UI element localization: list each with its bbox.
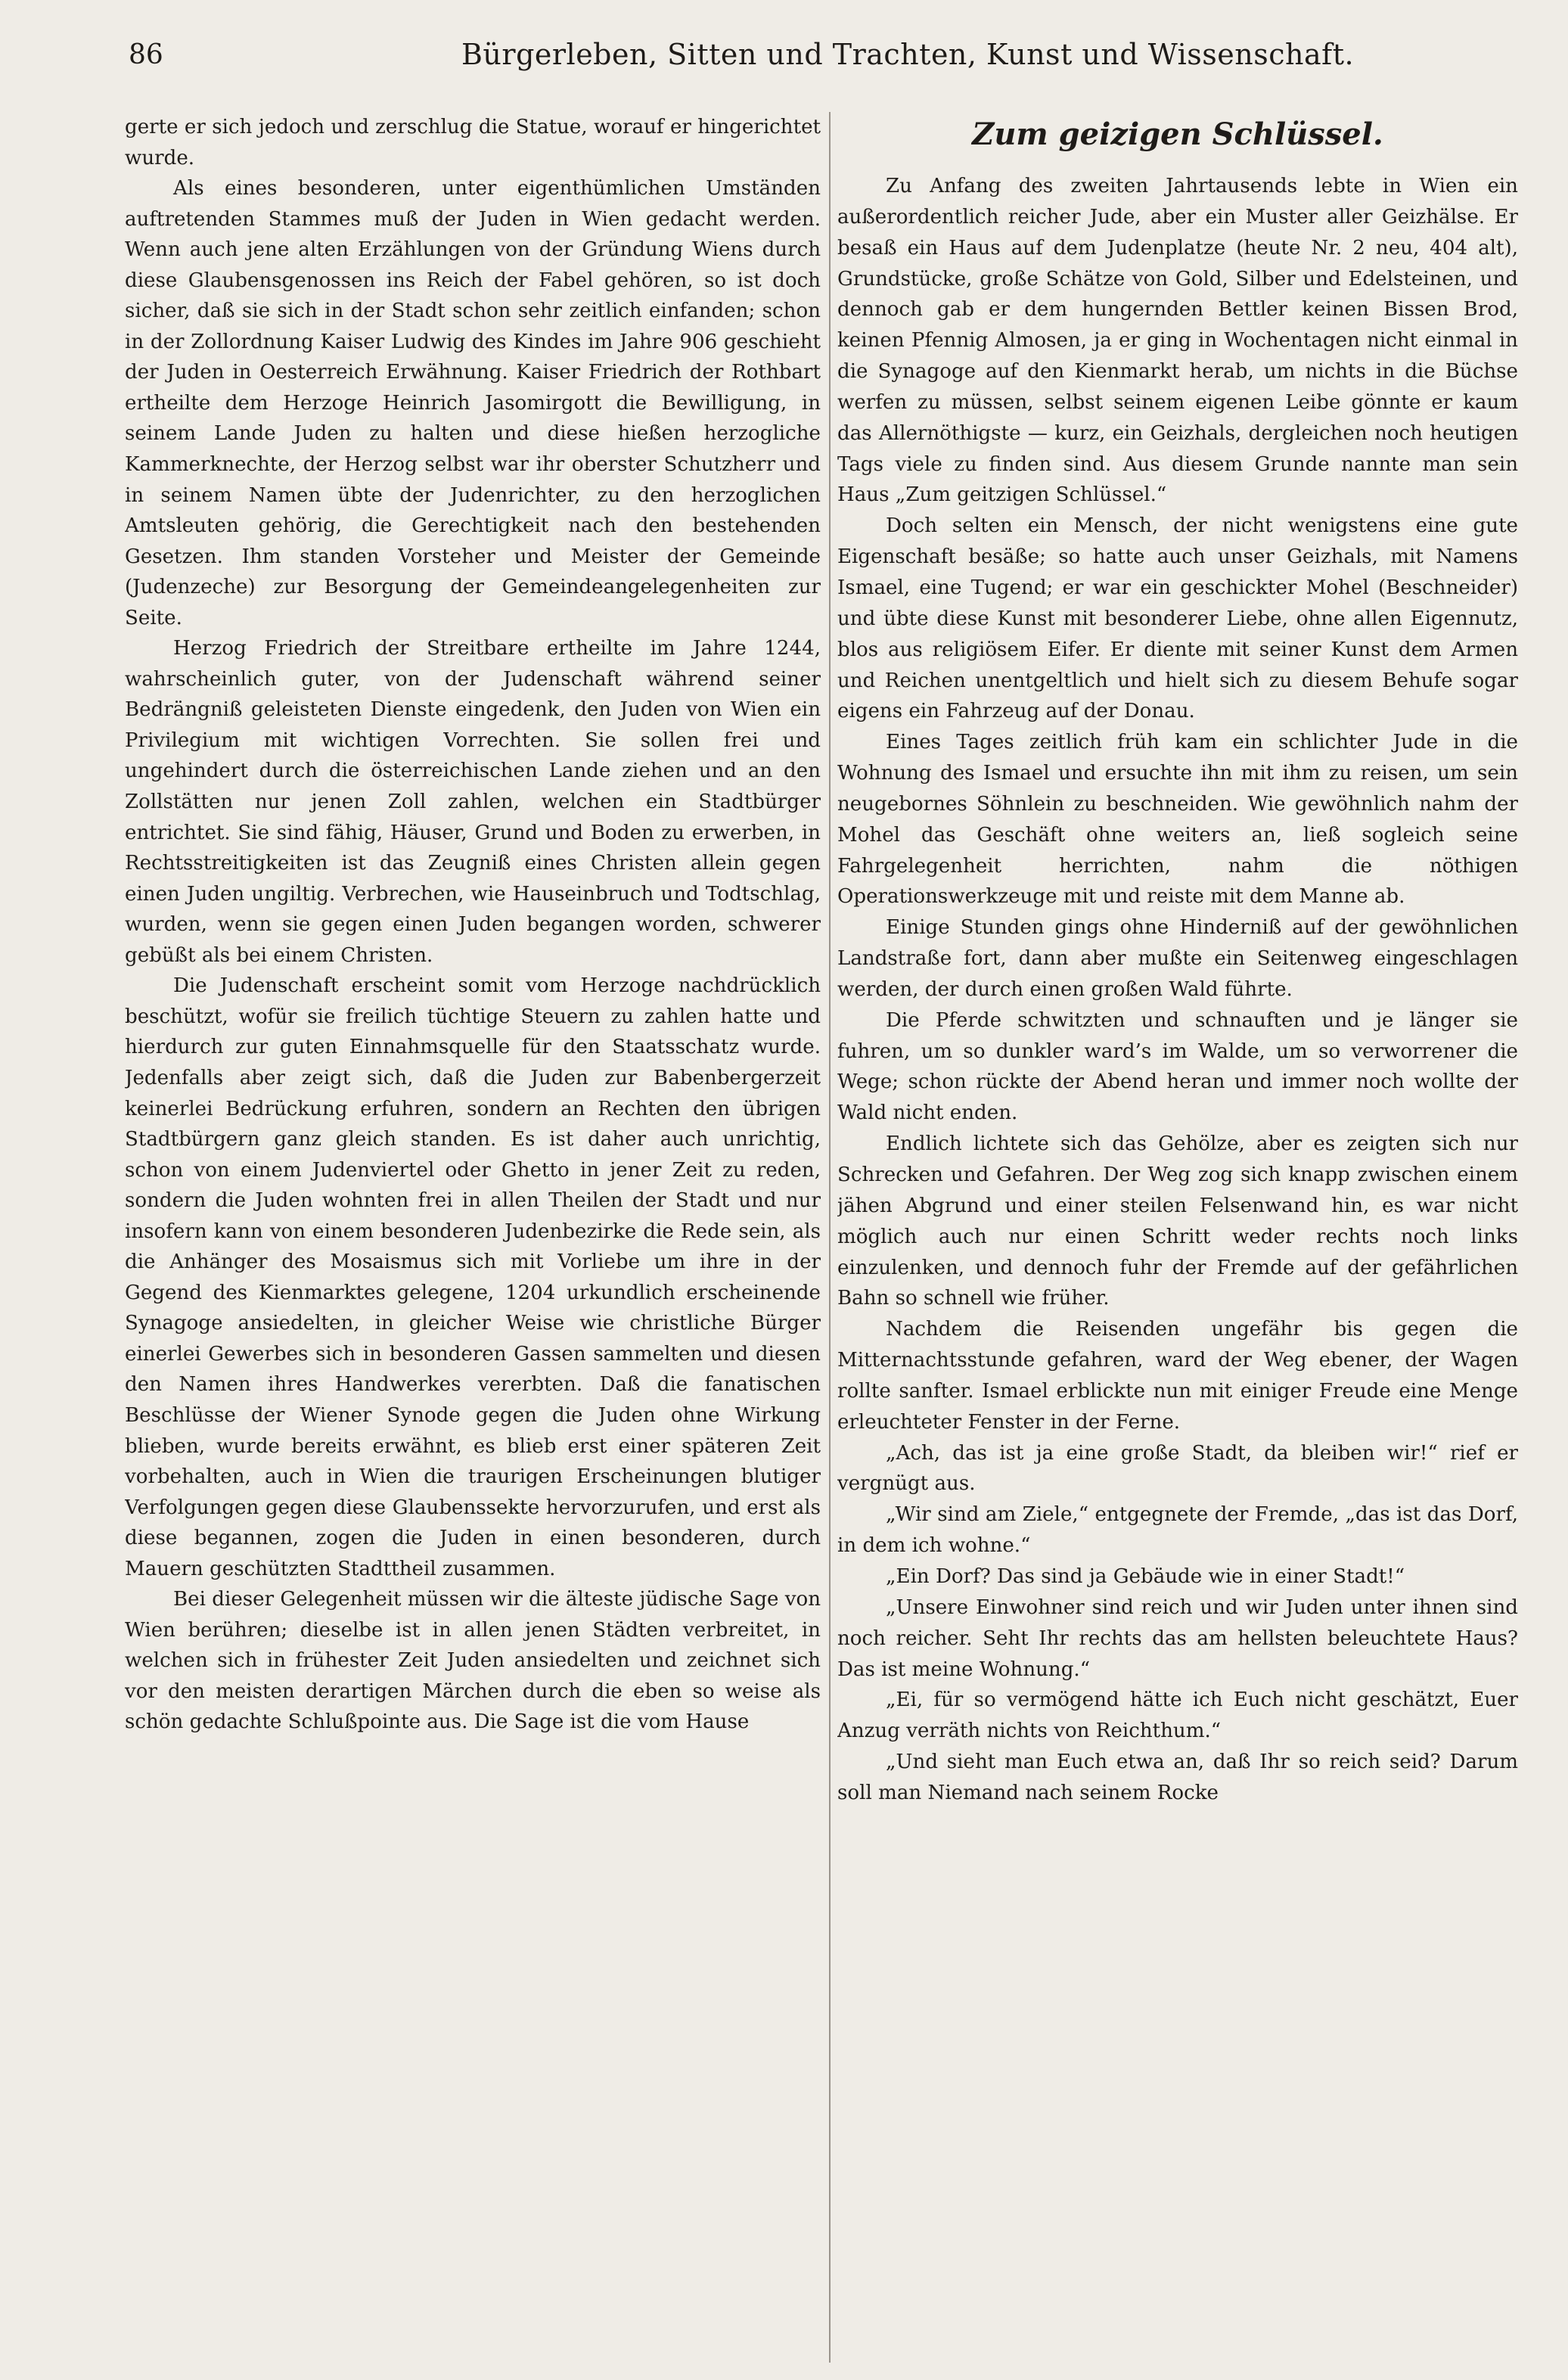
dialogue-line: „Und sieht man Euch etwa an, daß Ihr so reich seid? Darum soll man Niemand nach seinem Rocke <box>837 1751 1518 1804</box>
paragraph: gerte er sich jedoch und zerschlug die Statue, worauf er hingerichtet wurde. <box>125 116 821 169</box>
paragraph: Als eines besonderen, unter eigenthümlichen Umständen auftretenden Stammes muß der Juden in Wien gedacht werden. Wenn auch jene alten Erzählungen von der Gründung Wiens durch diese Glaubensgenossen ins Reich der Fabel gehören, so ist doch sicher, daß sie sich in der Stadt schon sehr zeitlich einfanden; schon in der Zollordnung Kaiser Ludwig des Kindes im Jahre 906 geschieht der Juden in Oesterreich Erwähnung. Kaiser Friedrich der Rothbart ertheilte dem Herzoge Heinrich Jasomirgott die Bewilligung, in seinem Lande Juden zu halten und diese hießen herzogliche Kammerknechte, der Herzog selbst war ihr oberster Schutzherr und in seinem Namen übte der Judenrichter, zu den herzoglichen Amtsleuten gehörig, die Gerechtigkeit nach den bestehenden Gesetzen. Ihm standen Vorsteher und Meister der Gemeinde (Judenzeche) zur Besorgung der Gemeindeangelegenheiten zur Seite. <box>125 177 821 629</box>
paragraph: Die Pferde schwitzten und schnauften und je länger sie fuhren, um so dunkler ward’s im Walde, um so verworrener die Wege; schon rückte der Abend heran und immer noch wollte der Wald nicht enden. <box>837 1008 1518 1125</box>
column-divider <box>829 112 831 2363</box>
dialogue-line: „Ach, das ist ja eine große Stadt, da bleiben wir!“ rief er vergnügt aus. <box>837 1441 1518 1496</box>
paragraph: Einige Stunden gings ohne Hinderniß auf der gewöhnlichen Landstraße fort, dann aber mußte ein Seitenweg eingeschlagen werden, der durch einen großen Wald führte. <box>837 916 1518 1001</box>
article-title: Zum geizigen Schlüssel. <box>972 117 1383 152</box>
dialogue-line: „Ei, für so vermögend hätte ich Euch nicht geschätzt, Euer Anzug verräth nichts von Reichthum.“ <box>837 1689 1518 1743</box>
paragraph: Zu Anfang des zweiten Jahrtausends lebte in Wien ein außerordentlich reicher Jude, aber ein Muster aller Geizhälse. Er besaß ein Haus auf dem Judenplatze (heute Nr. 2 neu, 404 alt), Grundstücke, große Schätze von Gold, Silber und Edelsteinen, und dennoch gab er dem hungernden Bettler keinen Bissen Brod, keinen Pfennig Almosen, ja er ging in Wochentagen nicht einmal in die Synagoge auf den Kienmarkt herab, um nichts in die Büchse werfen zu müssen, selbst seinem eigenen Leibe gönnte er kaum das Allernöthigste — kurz, ein Geizhals, dergleichen noch heutigen Tags viele zu finden sind. Aus diesem Grunde nannte man sein Haus „Zum geitzigen Schlüssel.“ <box>837 175 1518 507</box>
right-column <box>837 112 1518 2363</box>
left-column <box>125 112 821 2363</box>
dialogue-line: „Wir sind am Ziele,“ entgegnete der Fremde, „das ist das Dorf, in dem ich wohne.“ <box>837 1503 1518 1558</box>
running-title: Bürgerleben, Sitten und Trachten, Kunst und Wissenschaft. <box>461 38 1355 71</box>
paragraph: Herzog Friedrich der Streitbare ertheilte im Jahre 1244, wahrscheinlich guter, von der Judenschaft während seiner Bedrängniß geleisteten Dienste eingedenk, den Juden von Wien ein Privilegium mit wichtigen Vorrechten. Sie sollen frei und ungehindert durch die österreichischen Lande ziehen und an den Zollstätten nur jenen Zoll zahlen, welchen ein Stadtbürger entrichtet. Sie sind fähig, Häuser, Grund und Boden zu erwerben, in Rechtsstreitigkeiten ist das Zeugniß eines Christen allein gegen einen Juden ungiltig. Verbrechen, wie Hauseinbruch und Todtschlag, wurden, wenn sie gegen einen Juden begangen worden, schwerer gebüßt als bei einem Christen. <box>125 637 821 967</box>
page-number: 86 <box>129 39 163 70</box>
paragraph: Doch selten ein Mensch, der nicht wenigstens eine gute Eigenschaft besäße; so hatte auch unser Geizhals, mit Namens Ismael, eine Tugend; er war ein geschickter Mohel (Beschneider) und übte diese Kunst mit besonderer Liebe, ohne allen Eigennutz, blos aus religiösem Eifer. Er diente mit seiner Kunst dem Armen und Reichen unentgeltlich und hielt sich zu diesem Behufe sogar eigens ein Fahrzeug auf der Donau. <box>837 514 1518 723</box>
dialogue-line: „Unsere Einwohner sind reich und wir Juden unter ihnen sind noch reicher. Seht Ihr rechts das am hellsten beleuchtete Haus? Das ist meine Wohnung.“ <box>837 1595 1518 1681</box>
paragraph: Eines Tages zeitlich früh kam ein schlichter Jude in die Wohnung des Ismael und ersuchte ihn mit ihm zu reisen, um sein neugebornes Söhnlein zu beschneiden. Wie gewöhnlich nahm der Mohel das Geschäft ohne weiters an, ließ sogleich seine Fahrgelegenheit herrichten, nahm die nöthigen Operationswerkzeuge mit und reiste mit dem Manne ab. <box>837 731 1518 909</box>
dialogue-line: „Ein Dorf? Das sind ja Gebäude wie in einer Stadt!“ <box>886 1564 1405 1588</box>
paragraph: Bei dieser Gelegenheit müssen wir die älteste jüdische Sage von Wien berühren; dieselbe ist in allen jenen Städten verbreitet, in welchen sich in frühester Zeit Juden ansiedelten und zeichnet sich vor den meisten derartigen Märchen durch die eben so weise als schön gedachte Schlußpointe aus. Die Sage ist die vom Hause <box>125 1588 821 1734</box>
paragraph: Endlich lichtete sich das Gehölze, aber es zeigten sich nur Schrecken und Gefahren. Der Weg zog sich knapp zwischen einem jähen Abgrund und einer steilen Felsenwand hin, es war nicht möglich auch nur einen Schritt weder rechts noch links einzulenken, und dennoch fuhr der Fremde auf der gefährlichen Bahn so schnell wie früher. <box>837 1133 1518 1310</box>
page-header <box>129 30 1505 76</box>
paragraph: Die Judenschaft erscheint somit vom Herzoge nachdrücklich beschützt, wofür sie freilich tüchtige Steuern zu zahlen hatte und hierdurch zur guten Einnahmsquelle für den Staatsschatz wurde. Jedenfalls aber zeigt sich, daß die Juden zur Babenbergerzeit keinerlei Bedrückung erfuhren, sondern an Rechten den übrigen Stadtbürgern ganz gleich standen. Es ist daher auch unrichtig, schon von einem Judenviertel oder Ghetto in jener Zeit zu reden, sondern die Juden wohnten frei in allen Theilen der Stadt und nur insofern kann von einem besonderen Judenbezirke die Rede sein, als die Anhänger des Mosaismus sich mit Vorliebe um ihre in der Gegend des Kienmarktes gelegene, 1204 urkundlich erscheinende Synagoge ansiedelten, in gleicher Weise wie christliche Bürger einerlei Gewerbes sich in besonderen Gassen sammelten und diesen den Namen ihres Handwerkes vererbten. Daß die fanatischen Beschlüsse der Wiener Synode gegen die Juden ohne Wirkung blieben, wurde bereits erwähnt, es blieb erst einer späteren Zeit vorbehalten, auch in Wien die traurigen Erscheinungen blutiger Verfolgungen gegen diese Glaubenssekte hervorzurufen, und erst als diese begannen, zogen die Juden in einen besonderen, durch Mauern geschützten Stadttheil zusammen. <box>125 974 821 1580</box>
paragraph: Nachdem die Reisenden ungefähr bis gegen die Mitternachtsstunde gefahren, ward der Weg ebener, der Wagen rollte sanfter. Ismael erblickte nun mit einiger Freude eine Menge erleuchteter Fenster in der Ferne. <box>837 1318 1518 1434</box>
